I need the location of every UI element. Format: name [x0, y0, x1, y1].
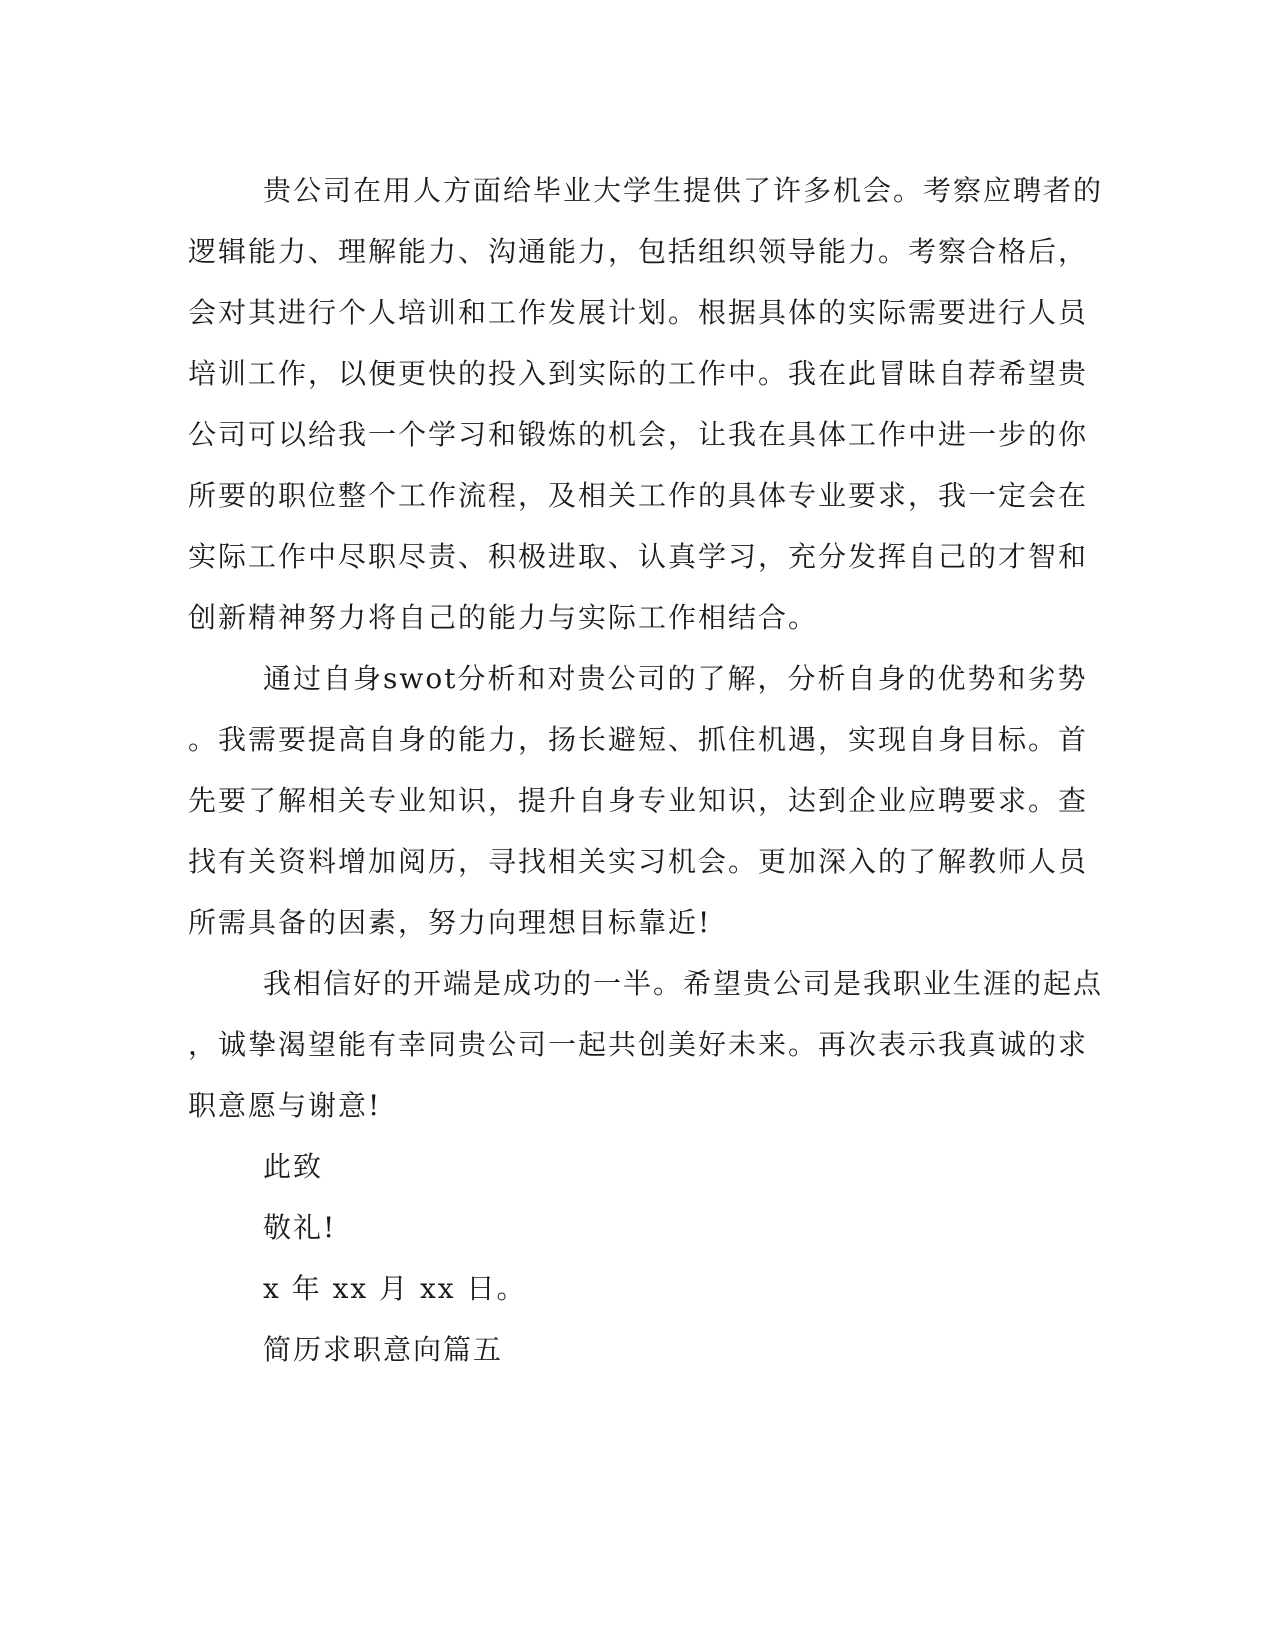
paragraph-line: 找有关资料增加阅历，寻找相关实习机会。更加深入的了解教师人员 — [188, 845, 1089, 878]
paragraph-line: 培训工作，以便更快的投入到实际的工作中。我在此冒昧自荐希望贵 — [188, 357, 1089, 390]
paragraph-line: 职意愿与谢意! — [188, 1089, 382, 1122]
letter-body — [188, 160, 1104, 1380]
paragraph-2 — [188, 648, 1088, 953]
date-line: x 年 xx 月 xx 日。 — [263, 1272, 527, 1305]
paragraph-line: 逻辑能力、理解能力、沟通能力，包括组织领导能力。考察合格后， — [188, 235, 1089, 268]
paragraph-line: 所需具备的因素，努力向理想目标靠近! — [188, 906, 712, 939]
paragraph-line: 所要的职位整个工作流程，及相关工作的具体专业要求，我一定会在 — [188, 479, 1089, 512]
paragraph-line: 公司可以给我一个学习和锻炼的机会，让我在具体工作中进一步的你 — [188, 418, 1089, 451]
paragraph-line: 我相信好的开端是成功的一半。希望贵公司是我职业生涯的起点 — [263, 967, 1104, 1000]
closing-line: 此致 — [263, 1150, 324, 1183]
section-heading: 简历求职意向篇五 — [263, 1333, 504, 1366]
paragraph-line: 创新精神努力将自己的能力与实际工作相结合。 — [188, 601, 819, 634]
salutation-line: 敬礼! — [263, 1211, 337, 1244]
paragraph-line: 实际工作中尽职尽责、积极进取、认真学习，充分发挥自己的才智和 — [188, 540, 1089, 573]
paragraph-line: 通过自身swot分析和对贵公司的了解，分析自身的优势和劣势 — [263, 662, 1088, 695]
paragraph-3 — [188, 953, 1104, 1136]
paragraph-line: ，诚挚渴望能有幸同贵公司一起共创美好未来。再次表示我真诚的求 — [188, 1028, 1089, 1061]
paragraph-line: 。我需要提高自身的能力，扬长避短、抓住机遇，实现自身目标。首 — [188, 723, 1089, 756]
paragraph-1 — [188, 160, 1104, 648]
paragraph-line: 先要了解相关专业知识，提升自身专业知识，达到企业应聘要求。查 — [188, 784, 1089, 817]
paragraph-line: 贵公司在用人方面给毕业大学生提供了许多机会。考察应聘者的 — [263, 174, 1104, 207]
paragraph-line: 会对其进行个人培训和工作发展计划。根据具体的实际需要进行人员 — [188, 296, 1089, 329]
